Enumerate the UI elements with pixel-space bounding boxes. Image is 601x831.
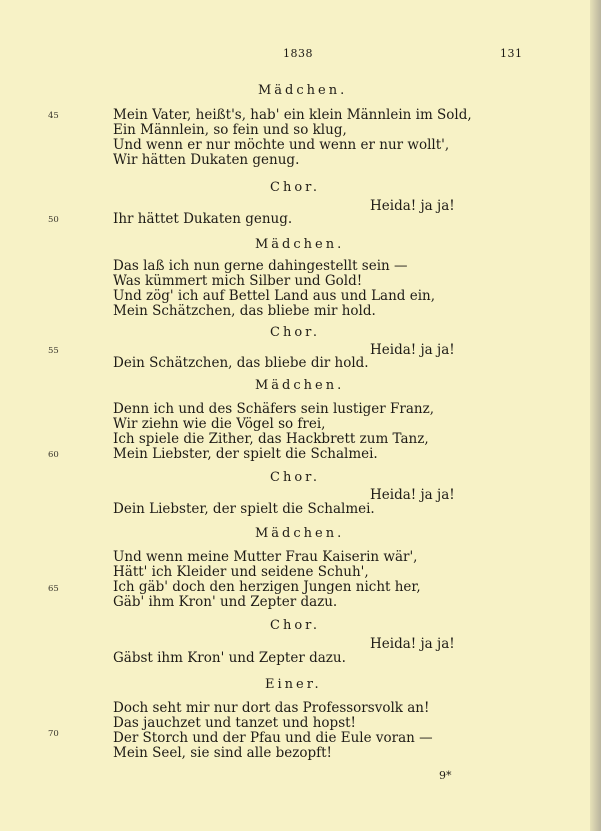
speaker-heading: Chor. <box>270 180 321 195</box>
signature-mark: 9* <box>439 769 452 782</box>
verse-line: Was kümmert mich Silber und Gold! <box>113 273 363 289</box>
verse-line: Ich spiele die Zither, das Hackbrett zum Tanz, <box>113 431 429 447</box>
verse-line: Das laß ich nun gerne dahingestellt sein — <box>113 258 408 274</box>
verse-line: Mein Schätzchen, das bliebe mir hold. <box>113 303 376 319</box>
stanza <box>113 502 375 517</box>
chorus-response: Heida! ja ja! <box>370 636 455 652</box>
stanza <box>113 651 346 666</box>
verse-line: Mein Liebster, der spielt die Schalmei. <box>113 446 378 462</box>
line-number: 65 <box>48 584 59 594</box>
verse-line: Hätt' ich Kleider und seidene Schuh', <box>113 564 369 580</box>
line-number: 60 <box>48 450 59 460</box>
verse-line: Dein Liebster, der spielt die Schalmei. <box>113 501 375 517</box>
speaker-heading: Mädchen. <box>258 83 348 98</box>
stanza <box>113 701 433 761</box>
speaker-heading: Chor. <box>270 470 321 485</box>
verse-line: Und wenn meine Mutter Frau Kaiserin wär', <box>113 549 418 565</box>
verse-line: Wir ziehn wie die Vögel so frei, <box>113 416 326 432</box>
page-number: 131 <box>500 47 523 60</box>
chorus-response: Heida! ja ja! <box>370 487 455 503</box>
header-year: 1838 <box>283 47 313 60</box>
chorus-response: Heida! ja ja! <box>370 198 455 214</box>
verse-line: Denn ich und des Schäfers sein lustiger Franz, <box>113 401 434 417</box>
stanza <box>113 259 435 319</box>
stanza <box>113 550 421 610</box>
stanza <box>113 402 434 462</box>
verse-line: Ihr hättet Dukaten genug. <box>113 211 293 227</box>
chorus-response: Heida! ja ja! <box>370 342 455 358</box>
stanza <box>113 108 472 168</box>
speaker-heading: Chor. <box>270 618 321 633</box>
speaker-heading: Chor. <box>270 325 321 340</box>
verse-line: Mein Vater, heißt's, hab' ein klein Männlein im Sold, <box>113 107 472 123</box>
speaker-heading: Mädchen. <box>255 237 345 252</box>
stanza <box>113 356 369 371</box>
verse-line: Doch seht mir nur dort das Professorsvolk an! <box>113 700 430 716</box>
verse-line: Das jauchzet und tanzet und hopst! <box>113 715 356 731</box>
speaker-heading: Einer. <box>265 677 322 692</box>
verse-line: Ich gäb' doch den herzigen Jungen nicht her, <box>113 579 421 595</box>
verse-line: Wir hätten Dukaten genug. <box>113 152 300 168</box>
page-edge <box>590 0 601 831</box>
verse-line: Gäb' ihm Kron' und Zepter dazu. <box>113 594 338 610</box>
verse-line: Der Storch und der Pfau und die Eule voran — <box>113 730 433 746</box>
line-number: 70 <box>48 729 59 739</box>
line-number: 45 <box>48 111 59 121</box>
verse-line: Ein Männlein, so fein und so klug, <box>113 122 347 138</box>
speaker-heading: Mädchen. <box>255 526 345 541</box>
verse-line: Mein Seel, sie sind alle bezopft! <box>113 745 332 761</box>
verse-line: Und zög' ich auf Bettel Land aus und Land ein, <box>113 288 436 304</box>
verse-line: Gäbst ihm Kron' und Zepter dazu. <box>113 650 346 666</box>
verse-line: Dein Schätzchen, das bliebe dir hold. <box>113 355 369 371</box>
speaker-heading: Mädchen. <box>255 378 345 393</box>
stanza <box>113 212 292 227</box>
verse-line: Und wenn er nur möchte und wenn er nur wollt', <box>113 137 450 153</box>
line-number: 50 <box>48 215 59 225</box>
line-number: 55 <box>48 346 59 356</box>
